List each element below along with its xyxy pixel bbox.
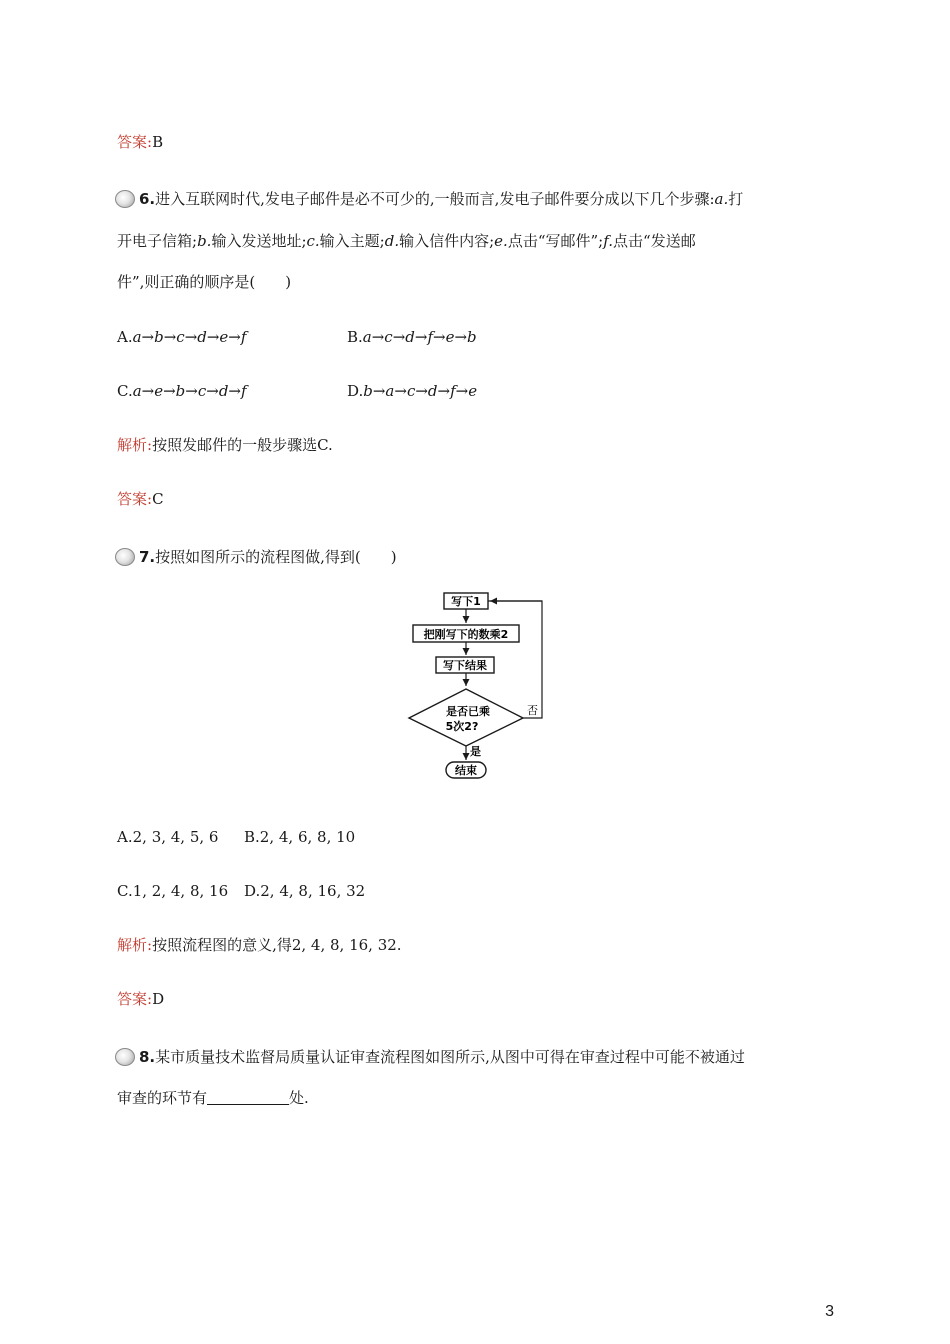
q5-answer	[117, 132, 163, 152]
question-number: 7.	[139, 548, 156, 566]
answer-label: 答案:	[117, 990, 153, 1008]
q6-line1	[115, 189, 743, 209]
answer-value: D	[152, 990, 165, 1008]
q6-option-c[interactable]: C.a→e→b→c→d→f	[117, 382, 247, 400]
q7-text: 按照如图所示的流程图做,得到( )	[155, 548, 397, 566]
question-bullet-icon	[115, 1048, 137, 1064]
step-d-label: d.	[384, 232, 400, 250]
question-bullet-icon	[115, 548, 137, 564]
q8-text-pre: 审查的环节有	[117, 1089, 208, 1107]
answer-value: C	[152, 490, 164, 508]
q6-line3	[117, 272, 291, 292]
q6-option-b[interactable]: B.a→c→d→f→e→b	[347, 328, 477, 346]
analysis-label: 解析:	[117, 436, 153, 454]
step-e-text: 点击“写邮件”;	[507, 232, 604, 250]
page-number: 3	[825, 1303, 834, 1320]
q7-line1	[115, 547, 397, 567]
question-bullet-icon	[115, 190, 137, 206]
flow-no-label: 否	[527, 704, 538, 717]
q7-answer	[117, 989, 164, 1009]
step-a-text: 打	[728, 190, 744, 208]
q6-option-a[interactable]: A.a→b→c→d→e→f	[117, 328, 247, 346]
q6-text-end: 件”,则正确的顺序是( )	[117, 273, 292, 291]
step-d-text: 输入信件内容;	[399, 232, 495, 250]
step-f-label: f.	[603, 232, 614, 250]
flow-start-text: 写下1	[451, 595, 481, 608]
flow-decision-text-2: 5次2?	[445, 720, 479, 733]
flow-decision-text-1: 是否已乘	[446, 705, 490, 718]
q6-answer	[117, 489, 164, 509]
step-f-text: 点击“发送邮	[613, 232, 696, 250]
q7-option-a[interactable]: A.2, 3, 4, 5, 6	[117, 828, 219, 846]
q7-analysis	[117, 935, 402, 955]
q7-option-c[interactable]: C.1, 2, 4, 8, 16	[117, 882, 229, 900]
flow-end-text: 结束	[455, 764, 477, 777]
q6-analysis	[117, 435, 333, 455]
flow-yes-label: 是	[470, 745, 481, 758]
q8-answer-blank[interactable]	[207, 1090, 289, 1105]
step-e-label: e.	[494, 232, 508, 250]
step-b-text: 输入发送地址;	[211, 232, 307, 250]
flow-multiply-text: 把刚写下的数乘2	[423, 628, 509, 641]
step-c-label: c.	[306, 232, 320, 250]
flow-write-result-text: 写下结果	[443, 659, 487, 672]
analysis-label: 解析:	[117, 936, 153, 954]
step-a-label: a.	[714, 190, 729, 208]
q7-flowchart	[400, 585, 560, 785]
q6-option-d[interactable]: D.b→a→c→d→f→e	[347, 382, 478, 400]
step-b-label: b.	[197, 232, 212, 250]
answer-label: 答案:	[117, 490, 153, 508]
analysis-text: 按照发邮件的一般步骤选C.	[152, 436, 333, 454]
question-number: 6.	[139, 190, 156, 208]
q8-line2	[117, 1088, 309, 1108]
q6-line2	[117, 231, 696, 251]
question-number: 8.	[139, 1048, 156, 1066]
q8-text: 某市质量技术监督局质量认证审查流程图如图所示,从图中可得在审查过程中可能不被通过	[155, 1048, 745, 1066]
analysis-text: 按照流程图的意义,得2, 4, 8, 16, 32.	[152, 936, 402, 954]
q6-text: 进入互联网时代,发电子邮件是必不可少的,一般而言,发电子邮件要分成以下几个步骤:	[155, 190, 715, 208]
q8-line1	[115, 1047, 745, 1067]
answer-value: B	[152, 133, 164, 151]
step-a-text-cont: 开电子信箱;	[117, 232, 198, 250]
q8-text-post: 处.	[289, 1089, 309, 1107]
answer-label: 答案:	[117, 133, 153, 151]
step-c-text: 输入主题;	[319, 232, 385, 250]
q7-option-d[interactable]: D.2, 4, 8, 16, 32	[244, 882, 366, 900]
q7-option-b[interactable]: B.2, 4, 6, 8, 10	[244, 828, 356, 846]
